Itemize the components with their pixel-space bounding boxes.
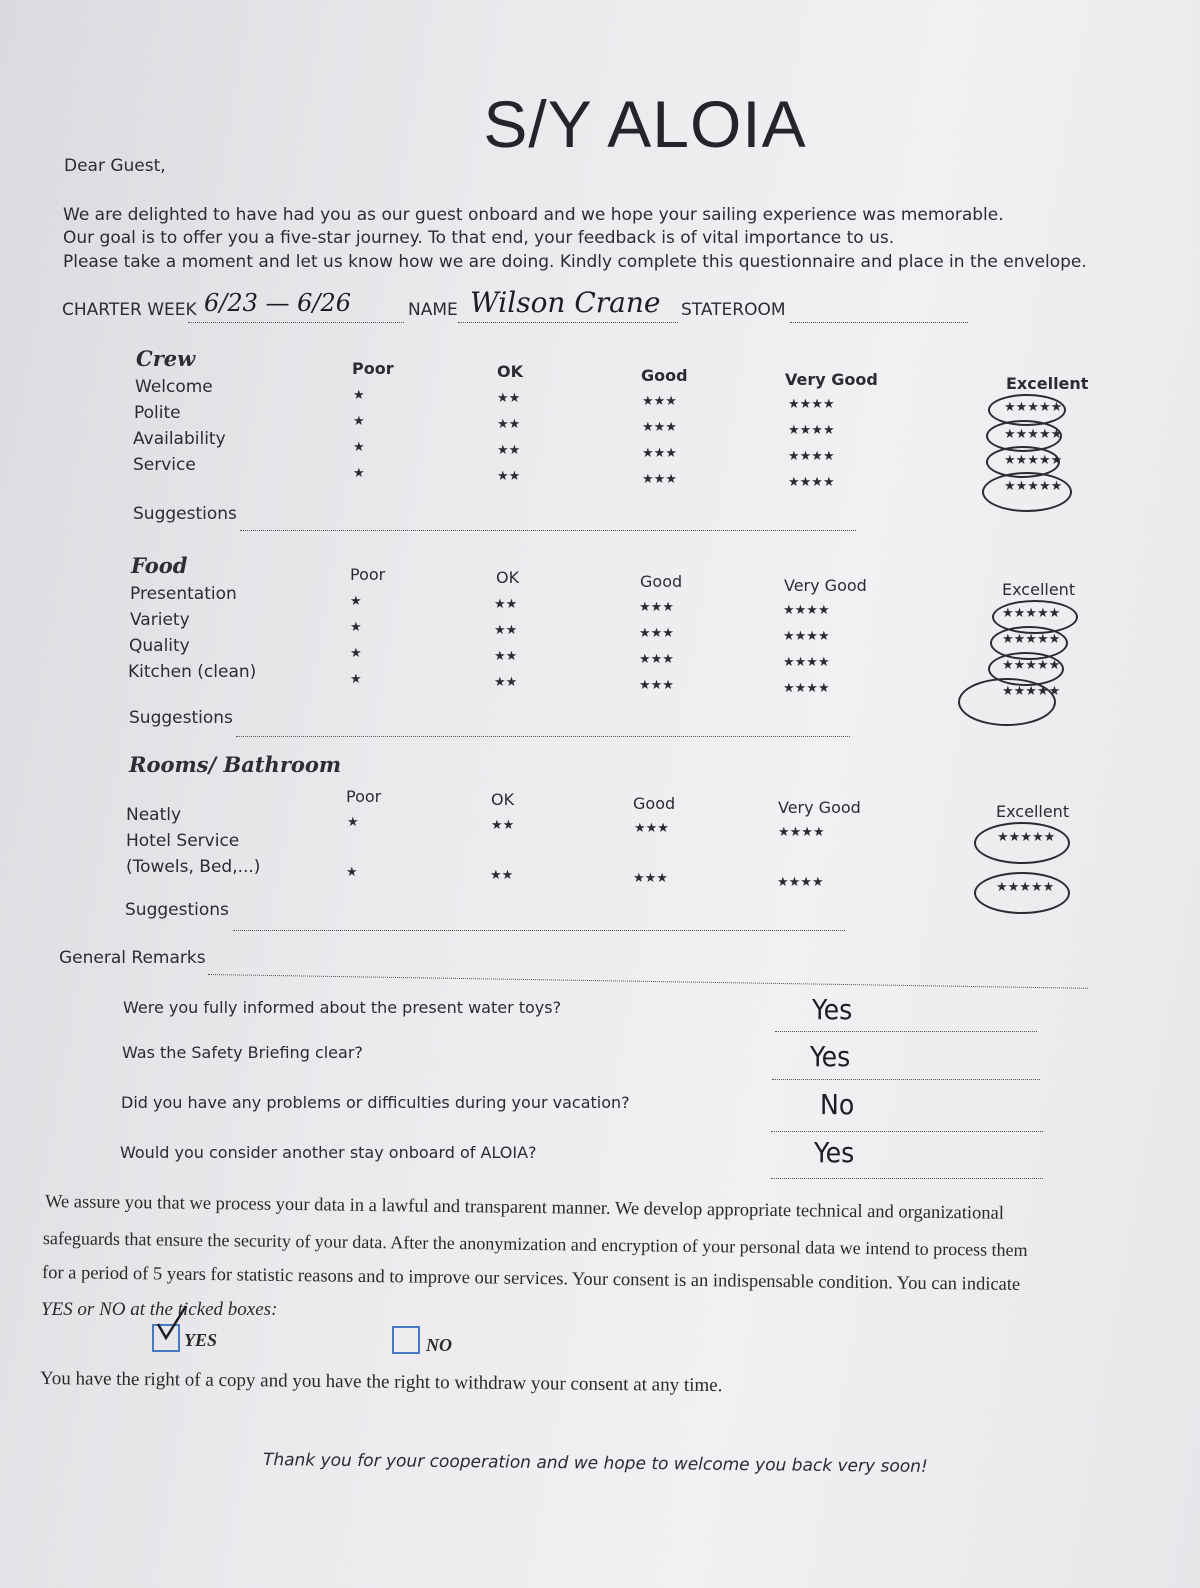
rating-3[interactable]: ★★★ bbox=[639, 652, 674, 667]
answer-line bbox=[771, 1131, 1043, 1132]
row-label-polite: Polite bbox=[134, 403, 181, 423]
rating-2[interactable]: ★★ bbox=[497, 391, 521, 406]
name-value[interactable]: Wilson Crane bbox=[470, 286, 661, 319]
rating-5[interactable]: ★★★★★ bbox=[1004, 427, 1063, 442]
privacy-text: safeguards that ensure the security of your data. After the anonymization and encryption of your personal data we intend to process them bbox=[42, 1228, 1028, 1261]
question-text: Was the Safety Briefing clear? bbox=[122, 1043, 363, 1062]
row-label-variety: Variety bbox=[130, 610, 190, 630]
column-poor: Poor bbox=[352, 359, 394, 378]
rating-3[interactable]: ★★★ bbox=[634, 821, 669, 836]
intro-line: Please take a moment and let us know how we are doing. Kindly complete this questionnaire and place in the envelope. bbox=[63, 252, 1087, 272]
rating-4[interactable]: ★★★★ bbox=[778, 825, 825, 840]
consent-no-checkbox[interactable] bbox=[392, 1326, 420, 1354]
rating-1[interactable]: ★ bbox=[350, 594, 362, 609]
rating-5[interactable]: ★★★★★ bbox=[1002, 684, 1061, 699]
section-title-crew: Crew bbox=[136, 346, 196, 371]
section-title-rooms: Rooms/ Bathroom bbox=[129, 752, 342, 777]
selection-circle bbox=[974, 872, 1070, 914]
column-ok: OK bbox=[497, 362, 523, 381]
general-remarks-line[interactable] bbox=[208, 974, 1088, 989]
rating-4[interactable]: ★★★★ bbox=[788, 475, 835, 490]
column-very-good: Very Good bbox=[785, 370, 878, 389]
column-good: Good bbox=[641, 366, 688, 385]
salutation: Dear Guest, bbox=[64, 156, 166, 176]
rating-3[interactable]: ★★★ bbox=[642, 420, 677, 435]
answer-value[interactable]: Yes bbox=[812, 993, 853, 1026]
rating-5[interactable]: ★★★★★ bbox=[1004, 400, 1063, 415]
rating-2[interactable]: ★★ bbox=[494, 649, 518, 664]
column-good: Good bbox=[640, 572, 683, 591]
rating-2[interactable]: ★★ bbox=[497, 469, 521, 484]
suggestions-line[interactable] bbox=[233, 930, 845, 931]
rating-1[interactable]: ★ bbox=[350, 620, 362, 635]
rating-4[interactable]: ★★★★ bbox=[783, 655, 830, 670]
rating-1[interactable]: ★ bbox=[353, 466, 365, 481]
column-ok: OK bbox=[496, 568, 520, 587]
consent-yes-checkbox[interactable] bbox=[152, 1324, 180, 1352]
rating-4[interactable]: ★★★★ bbox=[777, 875, 824, 890]
closing-message: Thank you for your cooperation and we hope to welcome you back very soon! bbox=[262, 1450, 928, 1477]
privacy-text: YES or NO at the ticked boxes: bbox=[41, 1299, 278, 1320]
rating-2[interactable]: ★★ bbox=[494, 623, 518, 638]
stateroom-label: STATEROOM bbox=[681, 300, 786, 320]
selection-circle bbox=[974, 822, 1070, 864]
rating-4[interactable]: ★★★★ bbox=[788, 397, 835, 412]
rating-5[interactable]: ★★★★★ bbox=[1002, 658, 1061, 673]
column-excellent: Excellent bbox=[1006, 374, 1089, 393]
charter-week-line bbox=[188, 322, 404, 323]
answer-value[interactable]: No bbox=[820, 1088, 855, 1121]
row-label-hotel-service: Hotel Service bbox=[126, 831, 240, 851]
column-good: Good bbox=[633, 794, 676, 813]
row-label-quality: Quality bbox=[129, 636, 190, 656]
rating-3[interactable]: ★★★ bbox=[639, 678, 674, 693]
rating-1[interactable]: ★ bbox=[353, 388, 365, 403]
rating-1[interactable]: ★ bbox=[347, 815, 359, 830]
column-poor: Poor bbox=[350, 565, 386, 584]
row-label-welcome: Welcome bbox=[135, 377, 213, 397]
row-label-neatly: Neatly bbox=[126, 805, 182, 825]
row-label-availability: Availability bbox=[133, 429, 226, 449]
question-text: Would you consider another stay onboard of ALOIA? bbox=[120, 1143, 537, 1162]
column-poor: Poor bbox=[346, 787, 382, 806]
row-label-kitchen-clean: Kitchen (clean) bbox=[128, 662, 257, 682]
rating-5[interactable]: ★★★★★ bbox=[996, 880, 1055, 895]
column-excellent: Excellent bbox=[996, 802, 1070, 821]
selection-circle bbox=[982, 472, 1072, 512]
question-text: Were you fully informed about the present water toys? bbox=[123, 998, 562, 1017]
column-excellent: Excellent bbox=[1002, 580, 1076, 599]
rating-2[interactable]: ★★ bbox=[497, 443, 521, 458]
rating-2[interactable]: ★★ bbox=[494, 597, 518, 612]
rating-5[interactable]: ★★★★★ bbox=[997, 830, 1056, 845]
rating-1[interactable]: ★ bbox=[353, 440, 365, 455]
rating-3[interactable]: ★★★ bbox=[639, 626, 674, 641]
rating-5[interactable]: ★★★★★ bbox=[1004, 479, 1063, 494]
rating-1[interactable]: ★ bbox=[350, 646, 362, 661]
answer-line bbox=[771, 1178, 1043, 1179]
row-label-presentation: Presentation bbox=[130, 584, 237, 604]
consent-no-label: NO bbox=[426, 1335, 452, 1355]
rating-4[interactable]: ★★★★ bbox=[783, 681, 830, 696]
rating-3[interactable]: ★★★ bbox=[642, 472, 677, 487]
row-label-towels-bed: (Towels, Bed,...) bbox=[126, 857, 261, 877]
name-label: NAME bbox=[408, 300, 458, 320]
intro-line: We are delighted to have had you as our guest onboard and we hope your sailing experience was memorable. bbox=[63, 205, 1004, 225]
page-title: S/Y ALOIA bbox=[483, 87, 807, 161]
suggestions-label: Suggestions bbox=[129, 708, 233, 728]
answer-value[interactable]: Yes bbox=[810, 1040, 851, 1073]
rating-2[interactable]: ★★ bbox=[497, 417, 521, 432]
rating-5[interactable]: ★★★★★ bbox=[1002, 606, 1061, 621]
answer-value[interactable]: Yes bbox=[814, 1136, 855, 1169]
rating-1[interactable]: ★ bbox=[346, 865, 358, 880]
rating-3[interactable]: ★★★ bbox=[633, 871, 668, 886]
rating-3[interactable]: ★★★ bbox=[639, 600, 674, 615]
rating-4[interactable]: ★★★★ bbox=[788, 423, 835, 438]
row-label-service: Service bbox=[133, 455, 196, 475]
intro-line: Our goal is to offer you a five-star journey. To that end, your feedback is of vital importance to us. bbox=[63, 228, 895, 248]
consent-yes-label: YES bbox=[184, 1330, 218, 1350]
suggestions-label: Suggestions bbox=[125, 900, 229, 920]
answer-line bbox=[775, 1031, 1037, 1032]
rating-4[interactable]: ★★★★ bbox=[783, 603, 830, 618]
suggestions-line[interactable] bbox=[240, 530, 856, 531]
rating-2[interactable]: ★★ bbox=[494, 675, 518, 690]
rating-5[interactable]: ★★★★★ bbox=[1004, 453, 1063, 468]
charter-week-value[interactable]: 6/23 — 6/26 bbox=[204, 289, 352, 317]
stateroom-line bbox=[790, 322, 968, 323]
rating-1[interactable]: ★ bbox=[350, 672, 362, 687]
rating-1[interactable]: ★ bbox=[353, 414, 365, 429]
rating-3[interactable]: ★★★ bbox=[642, 394, 677, 409]
section-title-food: Food bbox=[131, 553, 188, 578]
column-very-good: Very Good bbox=[784, 576, 867, 595]
column-ok: OK bbox=[491, 790, 515, 809]
rating-2[interactable]: ★★ bbox=[491, 818, 515, 833]
rating-4[interactable]: ★★★★ bbox=[788, 449, 835, 464]
privacy-text: We assure you that we process your data in a lawful and transparent manner. We develop appropriate technical and organizational bbox=[44, 1192, 1005, 1224]
rating-3[interactable]: ★★★ bbox=[642, 446, 677, 461]
suggestions-label: Suggestions bbox=[133, 504, 237, 524]
rating-4[interactable]: ★★★★ bbox=[783, 629, 830, 644]
general-remarks-label: General Remarks bbox=[59, 948, 206, 968]
privacy-text: for a period of 5 years for statistic reasons and to improve our services. Your consent is an indispensable condition. You can indicate bbox=[41, 1263, 1021, 1295]
question-text: Did you have any problems or difficulties during your vacation? bbox=[121, 1093, 630, 1112]
rating-2[interactable]: ★★ bbox=[490, 868, 514, 883]
privacy-rights-text: You have the right of a copy and you have the right to withdraw your consent at any time. bbox=[39, 1368, 723, 1397]
suggestions-line[interactable] bbox=[236, 736, 850, 737]
selection-circle bbox=[958, 678, 1056, 726]
answer-line bbox=[772, 1079, 1040, 1080]
name-line bbox=[458, 322, 678, 323]
column-very-good: Very Good bbox=[778, 798, 861, 817]
rating-5[interactable]: ★★★★★ bbox=[1002, 632, 1061, 647]
charter-week-label: CHARTER WEEK bbox=[62, 300, 197, 320]
